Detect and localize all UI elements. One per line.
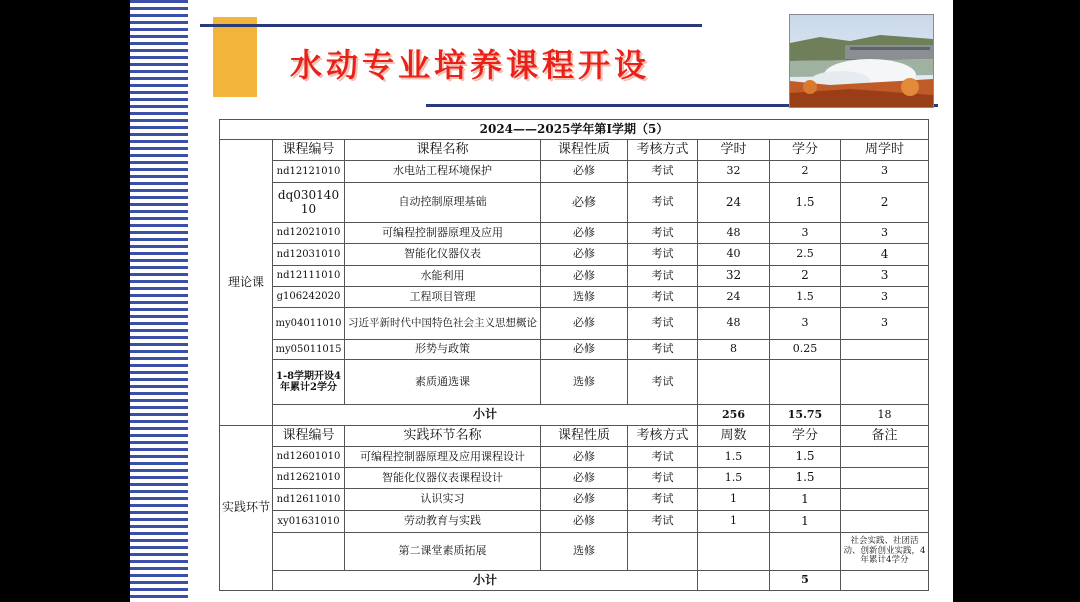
header-name: 课程名称 [345,140,541,161]
course-credit: 2 [770,266,841,287]
course-exam: 考试 [628,223,698,244]
practice-name: 第二课堂素质拓展 [345,533,541,571]
practice-nature: 必修 [541,511,628,533]
course-weekly: 2 [841,183,929,223]
course-exam: 考试 [628,266,698,287]
header-exam: 考核方式 [628,140,698,161]
subtotal-credit: 5 [770,571,841,591]
semester-row [220,120,929,140]
course-credit: 3 [770,308,841,340]
course-nature: 必修 [541,266,628,287]
header-practice-name: 实践环节名称 [345,426,541,447]
course-exam: 考试 [628,308,698,340]
subtotal-hours: 256 [698,405,770,426]
practice-credit: 1 [770,511,841,533]
header-hours: 学时 [698,140,770,161]
course-nature: 必修 [541,340,628,360]
practice-note [841,447,929,468]
header-code: 课程编号 [273,426,345,447]
course-nature: 必修 [541,161,628,183]
course-name: 素质通选课 [345,360,541,405]
course-code: 1-8学期开设4年累计2学分 [273,360,345,405]
course-name: 水能利用 [345,266,541,287]
table-row [220,308,929,340]
practice-subtotal-row [220,571,929,591]
practice-nature: 选修 [541,533,628,571]
course-hours: 40 [698,244,770,266]
practice-credit [770,533,841,571]
practice-note [841,511,929,533]
course-credit: 1.5 [770,287,841,308]
table-row [220,161,929,183]
subtotal-note [841,571,929,591]
course-nature: 必修 [541,223,628,244]
decorative-top-line [200,24,702,27]
table-row [220,468,929,489]
theory-group-label: 理论课 [220,140,273,426]
course-name: 水电站工程环境保护 [345,161,541,183]
subtotal-label: 小计 [273,571,698,591]
course-nature: 必修 [541,244,628,266]
course-name: 自动控制原理基础 [345,183,541,223]
course-exam: 考试 [628,244,698,266]
course-code: nd12021010 [273,223,345,244]
course-name: 工程项目管理 [345,287,541,308]
header-weeks: 周数 [698,426,770,447]
table-row [220,511,929,533]
course-credit: 2.5 [770,244,841,266]
practice-exam: 考试 [628,511,698,533]
course-weekly [841,360,929,405]
course-exam: 考试 [628,287,698,308]
practice-name: 劳动教育与实践 [345,511,541,533]
table-row [220,287,929,308]
practice-weeks: 1.5 [698,447,770,468]
table-row [220,340,929,360]
course-code: my04011010 [273,308,345,340]
table-row [220,223,929,244]
practice-header-row [220,426,929,447]
practice-exam: 考试 [628,468,698,489]
course-hours: 48 [698,223,770,244]
course-table [219,119,929,591]
practice-note [841,489,929,511]
course-hours: 32 [698,161,770,183]
practice-name: 可编程控制器原理及应用课程设计 [345,447,541,468]
table-row [220,183,929,223]
header-nature: 课程性质 [541,426,628,447]
dam-photo [789,14,934,108]
course-weekly: 3 [841,223,929,244]
course-hours: 32 [698,266,770,287]
course-weekly: 3 [841,266,929,287]
decorative-orange-block [213,17,257,97]
course-name: 可编程控制器原理及应用 [345,223,541,244]
course-weekly: 3 [841,308,929,340]
course-weekly: 3 [841,287,929,308]
course-code: nd12111010 [273,266,345,287]
slide-title: 水动专业培养课程开设 [290,46,651,84]
practice-weeks: 1 [698,489,770,511]
table-row [220,244,929,266]
header-credit: 学分 [770,426,841,447]
table-row [220,266,929,287]
course-hours: 48 [698,308,770,340]
practice-nature: 必修 [541,489,628,511]
course-code: g106242020 [273,287,345,308]
course-exam: 考试 [628,340,698,360]
course-code: nd12121010 [273,161,345,183]
course-nature: 选修 [541,360,628,405]
practice-code: nd12611010 [273,489,345,511]
header-code: 课程编号 [273,140,345,161]
course-hours: 24 [698,183,770,223]
practice-weeks [698,533,770,571]
practice-code: nd12601010 [273,447,345,468]
practice-nature: 必修 [541,447,628,468]
course-credit [770,360,841,405]
theory-subtotal-row [220,405,929,426]
course-weekly: 4 [841,244,929,266]
course-exam: 考试 [628,360,698,405]
practice-weeks: 1 [698,511,770,533]
table-row [220,360,929,405]
table-row [220,533,929,571]
course-code: dq03014010 [273,183,345,223]
course-credit: 2 [770,161,841,183]
course-hours [698,360,770,405]
practice-exam: 考试 [628,489,698,511]
practice-code [273,533,345,571]
course-weekly [841,340,929,360]
subtotal-label: 小计 [273,405,698,426]
practice-weeks: 1.5 [698,468,770,489]
header-credit: 学分 [770,140,841,161]
course-name: 习近平新时代中国特色社会主义思想概论 [345,308,541,340]
practice-group-label: 实践环节 [220,426,273,591]
practice-note: 社会实践、社团活动、创新创业实践，4年累计4学分 [841,533,929,571]
course-name: 形势与政策 [345,340,541,360]
course-code: my05011015 [273,340,345,360]
course-exam: 考试 [628,161,698,183]
practice-name: 认识实习 [345,489,541,511]
header-note: 备注 [841,426,929,447]
header-exam: 考核方式 [628,426,698,447]
slide [130,0,953,602]
table-row [220,489,929,511]
course-code: nd12031010 [273,244,345,266]
course-credit: 1.5 [770,183,841,223]
practice-exam: 考试 [628,447,698,468]
theory-header-row [220,140,929,161]
decorative-stripes [130,0,188,602]
course-hours: 24 [698,287,770,308]
table-row [220,447,929,468]
practice-code: nd12621010 [273,468,345,489]
practice-credit: 1.5 [770,447,841,468]
course-nature: 必修 [541,308,628,340]
practice-credit: 1 [770,489,841,511]
practice-note [841,468,929,489]
course-nature: 选修 [541,287,628,308]
semester-title: 2024——2025学年第Ⅰ学期（5） [220,120,929,140]
course-weekly: 3 [841,161,929,183]
subtotal-weekly: 18 [841,405,929,426]
subtotal-credit: 15.75 [770,405,841,426]
course-credit: 0.25 [770,340,841,360]
header-nature: 课程性质 [541,140,628,161]
course-exam: 考试 [628,183,698,223]
course-nature: 必修 [541,183,628,223]
course-credit: 3 [770,223,841,244]
practice-exam [628,533,698,571]
subtotal-weeks [698,571,770,591]
practice-credit: 1.5 [770,468,841,489]
course-hours: 8 [698,340,770,360]
practice-nature: 必修 [541,468,628,489]
course-name: 智能化仪器仪表 [345,244,541,266]
header-weekly: 周学时 [841,140,929,161]
practice-name: 智能化仪器仪表课程设计 [345,468,541,489]
practice-code: xy01631010 [273,511,345,533]
